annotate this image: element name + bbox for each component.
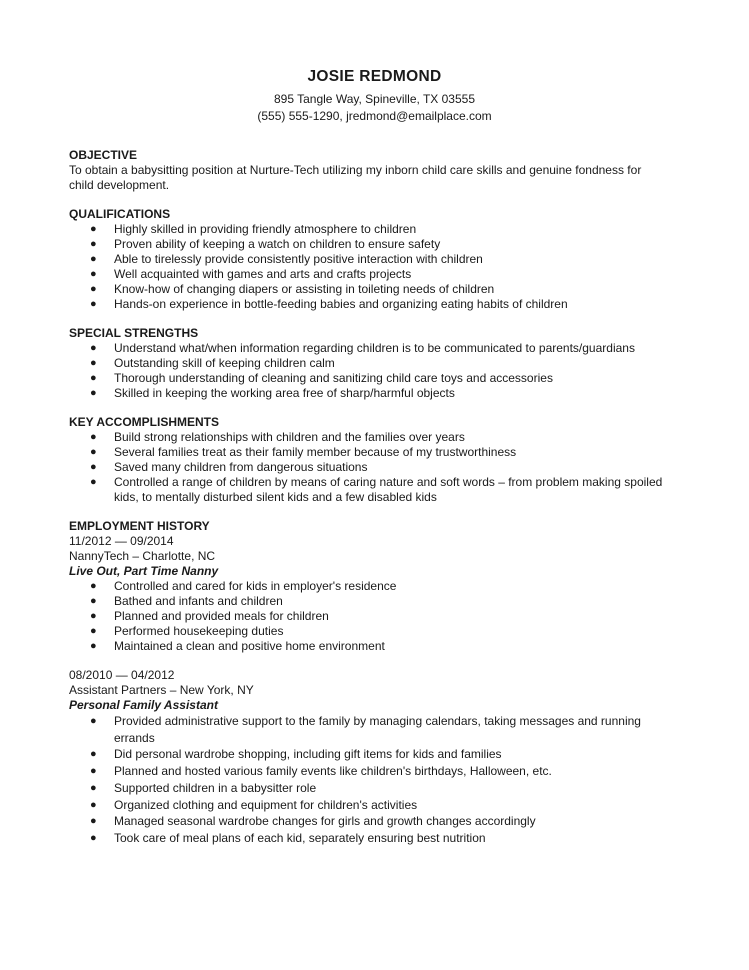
- objective-text-line: To obtain a babysitting position at Nurture-Tech utilizing my inborn child care skills and genuine fondness for: [69, 163, 642, 177]
- list-item: ● Controlled a range of children by means of caring nature and soft words – from problem making spoiled: [90, 475, 663, 489]
- bullet-icon: ●: [90, 253, 97, 265]
- section-title: EMPLOYMENT HISTORY: [69, 519, 210, 533]
- accomplishments-section: [69, 415, 669, 505]
- list-item: ● Thorough understanding of cleaning and sanitizing child care toys and accessories: [90, 371, 553, 385]
- section-title: QUALIFICATIONS: [69, 207, 171, 221]
- bullet-icon: ●: [90, 595, 97, 607]
- job-dates: 08/2010 — 04/2012: [69, 668, 175, 682]
- list-item: ● Skilled in keeping the working area free of sharp/harmful objects: [90, 386, 455, 400]
- job-duties-list: [69, 579, 669, 654]
- strengths-list: [69, 341, 669, 401]
- objective-text-line: child development.: [69, 178, 170, 192]
- list-item: ● Controlled and cared for kids in employer's residence: [90, 579, 397, 593]
- bullet-icon: ●: [90, 283, 97, 295]
- section-title: KEY ACCOMPLISHMENTS: [69, 415, 220, 429]
- objective-section: [69, 148, 669, 193]
- bullet-icon: ●: [90, 610, 97, 622]
- bullet-icon: ●: [90, 832, 97, 845]
- bullet-icon: ●: [90, 625, 97, 637]
- job-role: Live Out, Part Time Nanny: [69, 564, 219, 578]
- job-dates: 11/2012 — 09/2014: [69, 534, 174, 548]
- list-item: ● Hands-on experience in bottle-feeding babies and organizing eating habits of children: [90, 297, 568, 311]
- list-item: ● Supported children in a babysitter role: [90, 780, 317, 795]
- job-duties-list: [69, 713, 669, 847]
- bullet-icon: ●: [90, 765, 97, 778]
- bullet-icon: ●: [90, 357, 97, 369]
- job-entry: [69, 668, 669, 847]
- employment-section: [69, 519, 669, 847]
- section-title: SPECIAL STRENGTHS: [69, 326, 199, 340]
- list-item: ● Bathed and infants and children: [90, 594, 283, 608]
- bullet-icon: ●: [90, 446, 97, 458]
- resume-body: [69, 148, 669, 847]
- qualifications-list: [69, 222, 669, 312]
- job-company: NannyTech – Charlotte, NC: [69, 549, 216, 563]
- list-item: ● Proven ability of keeping a watch on children to ensure safety: [90, 237, 441, 251]
- bullet-icon: ●: [90, 431, 97, 443]
- strengths-section: [69, 326, 669, 401]
- accomplishments-list: [69, 430, 669, 505]
- address-line: 895 Tangle Way, Spineville, TX 03555: [273, 92, 476, 106]
- bullet-icon: ●: [90, 461, 97, 473]
- bullet-icon: ●: [90, 298, 97, 310]
- bullet-icon: ●: [90, 372, 97, 384]
- list-item: ● Several families treat as their family member because of my trustworthiness: [90, 445, 517, 459]
- bullet-icon: ●: [90, 342, 97, 354]
- list-item: ● Did personal wardrobe shopping, including gift items for kids and families: [90, 747, 502, 762]
- bullet-icon: ●: [90, 238, 97, 250]
- job-role: Personal Family Assistant: [69, 698, 218, 712]
- bullet-icon: ●: [90, 798, 97, 811]
- list-item: ● Understand what/when information regarding children is to be communicated to parents/guardians: [90, 341, 635, 355]
- bullet-icon: ●: [90, 476, 97, 488]
- bullet-icon: ●: [90, 268, 97, 280]
- contact-line: (555) 555-1290, jredmond@emailplace.com: [257, 109, 492, 123]
- list-item: ● Provided administrative support to the family by managing calendars, taking messages and running: [90, 714, 641, 728]
- bullet-icon: ●: [90, 580, 97, 592]
- list-item: ● Able to tirelessly provide consistently positive interaction with children: [90, 252, 483, 266]
- list-item: ● Took care of meal plans of each kid, separately ensuring best nutrition: [90, 831, 486, 846]
- list-item: ● Know-how of changing diapers or assisting in toileting needs of children: [90, 282, 495, 296]
- bullet-icon: ●: [90, 223, 97, 235]
- list-item: ● Planned and hosted various family events like children's birthdays, Halloween, etc.: [90, 764, 552, 779]
- list-item: ● Performed housekeeping duties: [90, 624, 284, 638]
- list-item: ● Planned and provided meals for children: [90, 609, 329, 623]
- list-item: ● Well acquainted with games and arts and crafts projects: [90, 267, 412, 281]
- list-item: ● Saved many children from dangerous situations: [90, 460, 368, 474]
- list-item: ● Outstanding skill of keeping children calm: [90, 356, 335, 370]
- bullet-icon: ●: [90, 640, 97, 652]
- list-item: ● Maintained a clean and positive home environment: [90, 639, 385, 653]
- resume-header: [0, 68, 749, 125]
- section-title: OBJECTIVE: [69, 148, 138, 162]
- list-item: ● Managed seasonal wardrobe changes for girls and growth changes accordingly: [90, 814, 536, 829]
- list-item-continuation: kids, to mentally disturbed silent kids and a few disabled kids: [114, 490, 437, 504]
- qualifications-section: [69, 207, 669, 312]
- list-item: ● Highly skilled in providing friendly atmosphere to children: [90, 222, 417, 236]
- applicant-name: JOSIE REDMOND: [307, 68, 442, 85]
- list-item: ● Organized clothing and equipment for children's activities: [90, 797, 418, 812]
- job-entry: [69, 534, 669, 654]
- job-company: Assistant Partners – New York, NY: [69, 683, 254, 697]
- bullet-icon: ●: [90, 387, 97, 399]
- list-item-continuation: errands: [114, 730, 155, 745]
- bullet-icon: ●: [90, 748, 97, 761]
- bullet-icon: ●: [90, 715, 97, 727]
- bullet-icon: ●: [90, 781, 97, 794]
- list-item: ● Build strong relationships with children and the families over years: [90, 430, 465, 444]
- bullet-icon: ●: [90, 815, 97, 828]
